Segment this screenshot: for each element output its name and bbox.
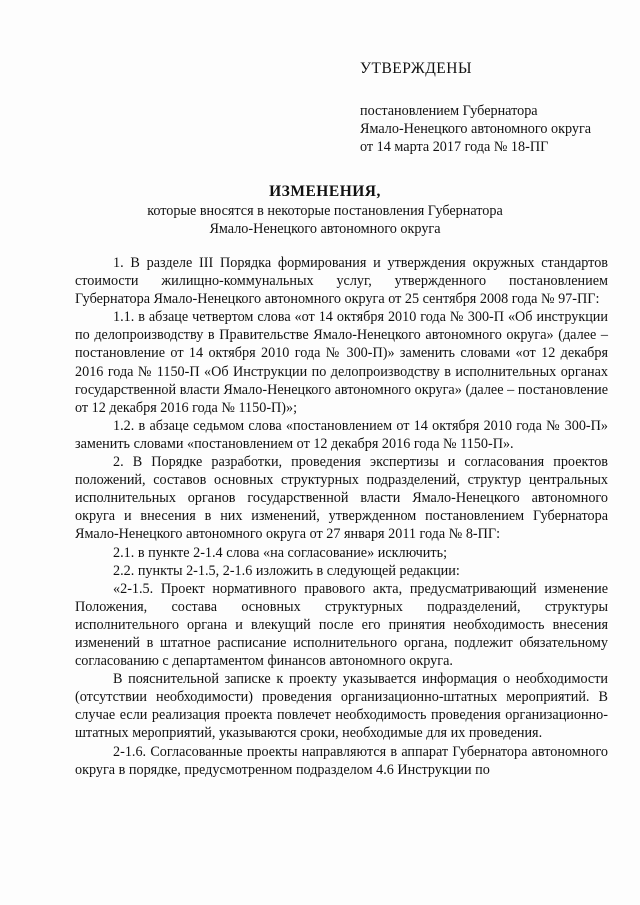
paragraph: 1.2. в абзаце седьмом слова «постановлением от 14 октября 2010 года № 300-П» заменить словами «постановлением от 12 декабря 2016 года № 1150-П». (75, 417, 608, 452)
document-body (75, 254, 608, 779)
document-heading (60, 182, 590, 238)
paragraph: 2-1.6. Согласованные проекты направляются в аппарат Губернатора автономного округа в порядке, предусмотренном подразделом 4.6 Инструкции по (75, 743, 608, 778)
paragraph: 2. В Порядке разработки, проведения экспертизы и согласования проектов положений, составов основных структурных подразделений, структур центральных исполнительных органов государственной власти Ямало-Ненецкого автономного округа и внесения в них изменений, утвержденном постановлением Губернатора Ямало-Ненецкого автономного округа от 27 января 2011 года № 8-ПГ: (75, 454, 608, 543)
approval-line: от 14 марта 2017 года № 18-ПГ (360, 139, 549, 155)
heading-subtitle-line: Ямало-Ненецкого автономного округа (209, 221, 441, 237)
paragraph: 1.1. в абзаце четвертом слова «от 14 октября 2010 года № 300-П «Об инструкции по делопроизводству в Правительстве Ямало-Ненецкого автономного округа» (далее – постановление от 14 октября 2010 года № 300-П)» заменить словами «от 12 декабря 2016 года № 1150-П «Об Инструкции по делопроизводству в исполнительных органах государственной власти Ямало-Ненецкого автономного округа» (далее – постановление от 12 декабря 2016 года № 1150-П)»; (75, 309, 608, 416)
heading-title: ИЗМЕНЕНИЯ, (269, 183, 381, 200)
heading-subtitle-line: которые вносятся в некоторые постановления Губернатора (147, 203, 503, 219)
approval-line: Ямало-Ненецкого автономного округа (360, 121, 592, 137)
approval-line: постановлением Губернатора (360, 103, 538, 119)
paragraph: 1. В разделе III Порядка формирования и утверждения окружных стандартов стоимости жилищно-коммунальных услуг, утвержденного постановлением Губернатора Ямало-Ненецкого автономного округа от 25 сентября 2008 года № 97-ПГ: (75, 255, 608, 308)
approval-block (360, 60, 630, 156)
paragraph: В пояснительной записке к проекту указывается информация о необходимости (отсутствии необходимости) проведения организационно-штатных мероприятий. В случае если реализация проекта повлечет необходимость проведения организационно-штатных мероприятий, указываются сроки, необходимые для их проведения. (75, 671, 608, 742)
paragraph: 2.2. пункты 2-1.5, 2-1.6 изложить в следующей редакции: (113, 562, 460, 579)
approval-title: УТВЕРЖДЕНЫ (360, 60, 472, 77)
paragraph: «2-1.5. Проект нормативного правового акта, предусматривающий изменение Положения, состава основных структурных подразделений, структуры исполнительного органа и влекущий после его принятия необходимость внесения изменений в штатное расписание исполнительного органа, подлежит обязательному согласованию с департаментом финансов автономного округа. (75, 580, 608, 670)
paragraph: 2.1. в пункте 2-1.4 слова «на согласование» исключить; (113, 544, 448, 561)
